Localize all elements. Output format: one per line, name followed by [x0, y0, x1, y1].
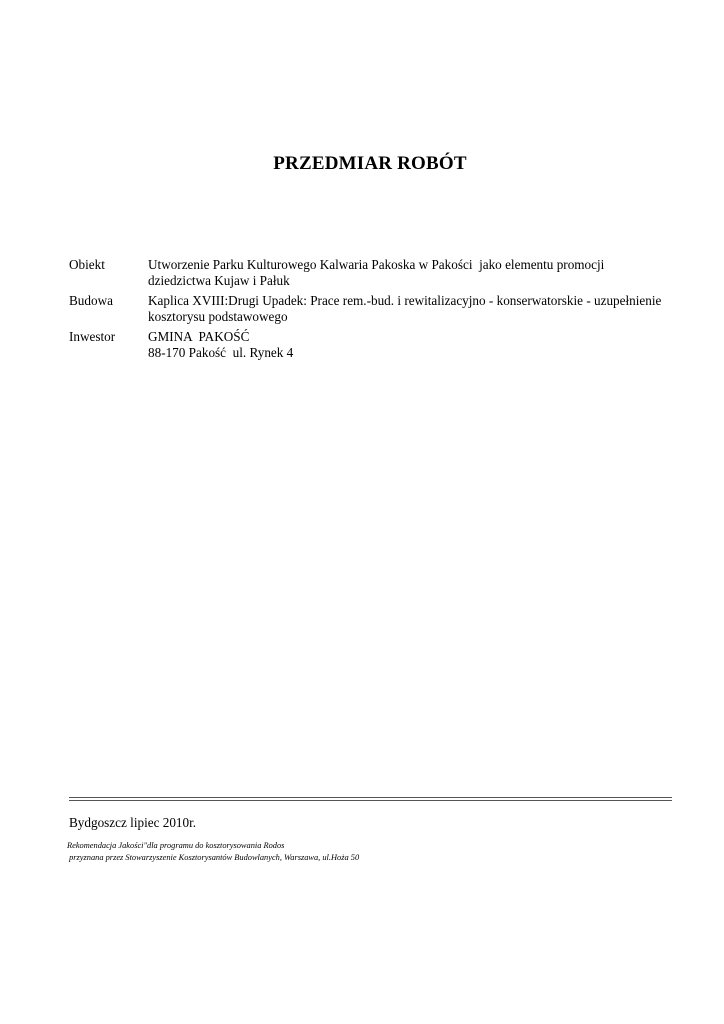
field-value-line: GMINA PAKOŚĆ [148, 329, 250, 344]
field-value-line: 88-170 Pakość ul. Rynek 4 [148, 345, 294, 360]
document-title: PRZEDMIAR ROBÓT [273, 153, 467, 174]
field-value-line: dziedzictwa Kujaw i Pałuk [148, 273, 290, 288]
field-label-inwestor: Inwestor [69, 329, 116, 344]
field-label-budowa: Budowa [69, 293, 113, 308]
footnote-line: przyznana przez Stowarzyszenie Kosztorysantów Budowlanych, Warszawa, ul.Hoża 50 [67, 853, 360, 862]
field-row-budowa [69, 293, 679, 325]
document-info-table [69, 257, 679, 365]
field-value-inwestor [148, 329, 679, 361]
field-value-line: kosztorysu podstawowego [148, 309, 288, 324]
field-value-line: Kaplica XVIII:Drugi Upadek: Prace rem.-bud. i rewitalizacyjno - konserwatorskie - uzupełnienie [148, 293, 662, 308]
footer-divider [69, 797, 672, 798]
field-value-line: Utworzenie Parku Kulturowego Kalwaria Pakoska w Pakości jako elementu promocji [148, 257, 605, 272]
place-date: Bydgoszcz lipiec 2010r. [69, 815, 197, 830]
field-value-budowa [148, 293, 679, 325]
field-label-obiekt: Obiekt [69, 257, 105, 272]
field-value-obiekt [148, 257, 679, 289]
footer-divider [69, 800, 672, 801]
field-row-obiekt [69, 257, 679, 289]
footnote [67, 840, 359, 864]
footnote-line: Rekomendacja Jakości"dla programu do kosztorysowania Rodos [67, 841, 285, 850]
field-row-inwestor [69, 329, 679, 361]
